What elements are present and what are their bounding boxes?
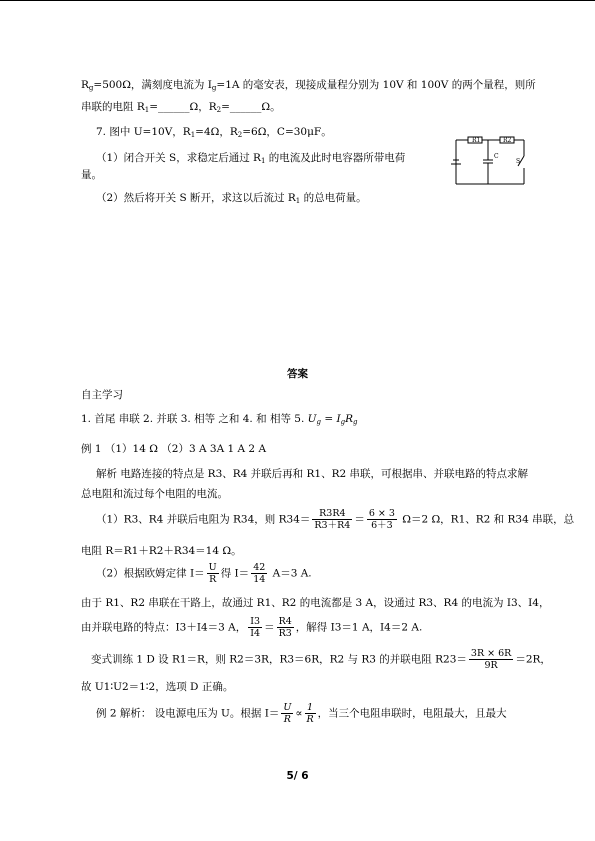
question-7: 7. 图中 U=10V，$R_1=4\Omega$，$R_2=6\Omega$，C=30μF。 [96,126,332,139]
answer-line: 1. 首尾 串联 2. 并联 3. 相等 之和 4. 和 相等 5. $U_g = I_gR_g$ [81,413,358,426]
fraction: $\frac{R3R4}{R3+R4}$ [314,508,351,531]
answer-title: 答案 [287,368,308,380]
fraction: $\frac{6 \times 3}{6+3}$ [368,508,395,531]
calc-line: 电阻 R＝R1＋R2＋R34＝14 Ω。 [81,545,242,557]
question-7-part1: （1）闭合开关 S，求稳定后通过 $R_1$ 的电流及此时电容器所带电荷 [96,152,406,165]
fraction: $\frac{42}{14}$ [253,562,266,585]
label-s: S [516,158,521,165]
fraction: $\frac{3R \times 6R}{9R}$ [470,648,512,671]
calc-line: （2）根据欧姆定律 I＝ $\frac{U}{R}$ 得 I＝ $\frac{42}{14}$ A＝3 A. [96,562,312,585]
top-rule [0,0,595,1]
label-c: C [494,153,499,160]
fraction: $\frac{I3}{I4}$ [250,616,261,639]
example-1: 例 1 （1）14 Ω （2）3 A 3A 1 A 2 A [81,443,267,455]
text-line: $R_g=500\Omega$，满刻度电流为 $I_g=1A$ 的毫安表，现接成量程分别为 10V 和 100V 的两个量程，则所 [81,79,536,92]
question-7-part2: （2）然后将开关 S 断开，求这以后流过 $R_1$ 的总电荷量。 [96,192,367,205]
analysis-line: 总电阻和流过每个电阻的电流。 [81,488,228,500]
variant-1-end: 故 U1∶U2＝1∶2，选项 D 正确。 [81,681,234,693]
circuit-diagram [448,134,528,190]
fraction: $\frac{U}{R}$ [283,702,292,725]
variant-1: 变式训练 1 D 设 R1＝R，则 R2＝3R，R3＝6R，R2 与 R3 的并联电阻 R23＝ $\frac{3R \times 6R}{9R}$ ＝2R， [91,648,551,671]
label-r2: R2 [503,137,512,144]
example-2: 例 2 解析： 设电源电压为 U。根据 I＝ $\frac{U}{R}$ ∝ $\frac{1}{R}$ ，当三个电阻串联时，电阻最大，且最大 [96,702,507,725]
analysis-line: 解析 电路连接的特点是 R3、R4 并联后再和 R1、R2 串联，可根据串、并联电路的特点求解 [96,468,529,480]
calc-line: 由并联电路的特点：I3＋I4＝3 A， $\frac{I3}{I4}$ ＝ $\frac{R4}{R3}$ ，解得 I3＝1 A，I4＝2 A. [81,616,423,639]
label-r1: R1 [472,137,481,144]
fraction: $\frac{R4}{R3}$ [278,616,292,639]
text-line: 量。 [81,169,102,181]
text-line: 串联的电阻 $R_1=\_\_\_\_\_\_\Omega$，$R_2=\_\_\_\_\_\_\Omega$。 [81,101,281,114]
fraction: $\frac{1}{R}$ [306,702,314,725]
fraction: $\frac{U}{R}$ [208,562,217,585]
calc-line: （1）R3、R4 并联后电阻为 R34，则 R34＝ $\frac{R3R4}{R3+R4}$ ＝ $\frac{6 \times 3}{6+3}$ Ω＝2 Ω，R1、R2 和 R34 串联，总 [96,508,575,531]
section-heading: 自主学习 [81,389,123,401]
calc-line: 由于 R1、R2 串联在干路上，故通过 R1、R2 的电流都是 3 A，设通过 R3、R4 的电流为 I3、I4， [81,597,550,609]
page-number: 5/ 6 [286,770,309,782]
